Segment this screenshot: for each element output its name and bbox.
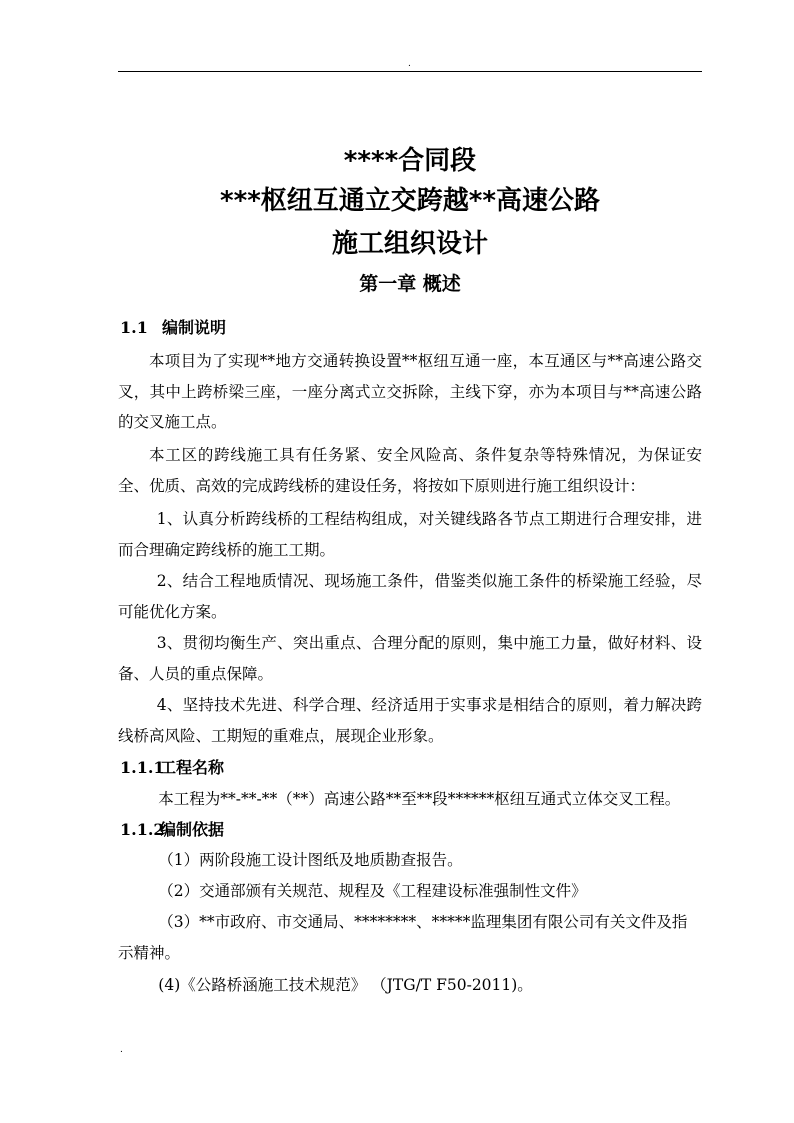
- principle-item-3: 3、贯彻均衡生产、突出重点、合理分配的原则，集中施工力量，做好材料、设备、人员的重点保障。: [118, 634, 702, 683]
- principle-item-1: 1、认真分析跨线桥的工程结构组成，对关键线路各节点工期进行合理安排，进而合理确定跨线桥的施工工期。: [118, 510, 702, 559]
- section-heading-1-1-2: [120, 820, 224, 840]
- section-number: 1.1.1: [120, 758, 165, 777]
- doc-title-line2: ***枢纽互通立交跨越**高速公路: [220, 186, 600, 216]
- section-title: 编制说明: [162, 318, 227, 337]
- project-name-text: 本工程为**-**-**（**）高速公路**至**段******枢纽互通式立体交叉工程。: [158, 790, 681, 808]
- section-title: 编制依据: [160, 820, 225, 839]
- header-rule: [118, 71, 702, 72]
- section-heading-1-1: [120, 318, 226, 338]
- intro-paragraph-1: 本项目为了实现**地方交通转换设置**枢纽互通一座，本互通区与**高速公路交叉，其中上跨桥梁三座，一座分离式立交拆除，主线下穿，亦为本项目与**高速公路的交叉施工点。: [118, 352, 702, 431]
- basis-item-4: (4)《公路桥涵施工技术规范》 （JTG/T F50-2011)。: [158, 976, 533, 994]
- header-mark: .: [408, 59, 411, 69]
- section-title: 工程名称: [160, 758, 225, 777]
- principle-item-2: 2、结合工程地质情况、现场施工条件，借鉴类似施工条件的桥梁施工经验，尽可能优化方案。: [118, 572, 702, 621]
- section-number: 1.1.2: [120, 820, 165, 839]
- footer-mark: .: [120, 1045, 123, 1055]
- intro-paragraph-2: 本工区的跨线施工具有任务紧、安全风险高、条件复杂等特殊情况，为保证安全、优质、高效的完成跨线桥的建设任务，将按如下原则进行施工组织设计：: [118, 446, 702, 495]
- doc-title-line1: ****合同段: [343, 146, 477, 176]
- basis-item-3: （3）**市政府、市交通局、********、*****监理集团有限公司有关文件及指示精神。: [118, 913, 688, 962]
- doc-title-line3: 施工组织设计: [331, 229, 488, 259]
- basis-item-2: （2）交通部颁有关规范、规程及《工程建设标准强制性文件》: [158, 882, 587, 900]
- section-heading-1-1-1: [120, 758, 224, 778]
- section-number: 1.1: [120, 318, 148, 337]
- chapter-heading: 第一章 概述: [359, 273, 461, 295]
- principle-item-4: 4、坚持技术先进、科学合理、经济适用于实事求是相结合的原则，着力解决跨线桥高风险、工期短的重难点，展现企业形象。: [118, 696, 702, 745]
- basis-item-1: （1）两阶段施工设计图纸及地质勘查报告。: [158, 851, 463, 869]
